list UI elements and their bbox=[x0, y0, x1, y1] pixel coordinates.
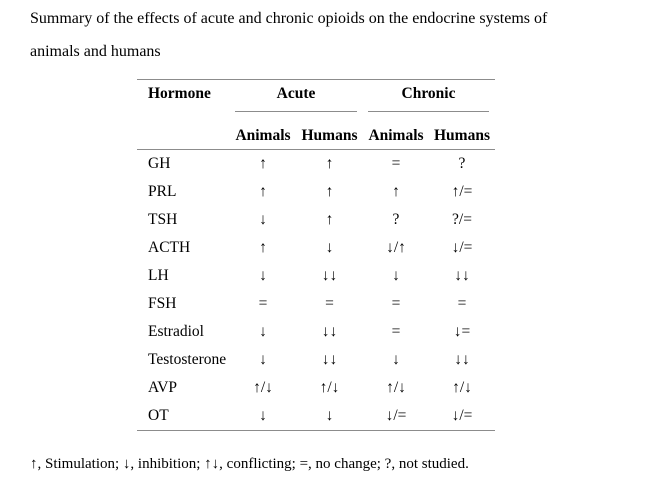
effect-cell: ↓ bbox=[259, 323, 267, 340]
effect-cell: ↓ bbox=[259, 351, 267, 368]
effect-cell: ↓/= bbox=[385, 407, 407, 424]
effect-cell: = bbox=[391, 295, 401, 312]
table-row bbox=[137, 402, 495, 430]
effect-cell: ↓ bbox=[325, 239, 334, 256]
effect-cell: ↓ bbox=[259, 267, 267, 284]
table-row bbox=[137, 374, 495, 402]
column-header-chronic-humans: Humans bbox=[434, 127, 490, 144]
hormone-label: GH bbox=[148, 155, 171, 172]
effect-cell: ↓ bbox=[259, 211, 267, 228]
hormone-label: AVP bbox=[148, 379, 178, 396]
effect-cell: ↑ bbox=[259, 183, 267, 200]
hormone-label: Testosterone bbox=[148, 351, 227, 368]
page-title bbox=[30, 2, 547, 68]
effect-cell: ↑ bbox=[392, 183, 400, 200]
hormone-label: LH bbox=[148, 267, 169, 284]
effect-cell: ? bbox=[458, 155, 466, 172]
hormone-label: FSH bbox=[148, 295, 177, 312]
column-group-chronic-label: Chronic bbox=[401, 85, 456, 102]
effect-cell: ↓ bbox=[392, 267, 400, 284]
effect-cell: = bbox=[258, 295, 268, 312]
effect-cell: = bbox=[391, 323, 401, 340]
effect-cell: ↓/= bbox=[451, 407, 473, 424]
effect-cell: ↓ bbox=[392, 351, 400, 368]
effect-cell: ↓= bbox=[453, 323, 471, 340]
table-row bbox=[137, 150, 495, 178]
hormone-label: Estradiol bbox=[148, 323, 204, 340]
column-header-chronic-animals: Animals bbox=[368, 127, 424, 144]
effect-cell: ↑ bbox=[259, 239, 267, 256]
hormone-label: ACTH bbox=[148, 239, 191, 256]
effect-cell: ↑ bbox=[325, 211, 334, 228]
table-row bbox=[137, 262, 495, 290]
column-group-acute bbox=[235, 80, 357, 112]
effect-cell: ↓ bbox=[259, 407, 267, 424]
title-line-1: Summary of the effects of acute and chronic opioids on the endocrine systems of bbox=[30, 10, 548, 27]
effect-cell: ↑ bbox=[325, 155, 334, 172]
effect-cell: ↓↓ bbox=[321, 267, 338, 284]
effect-cell: ↑ bbox=[259, 155, 267, 172]
effect-cell: ↑ bbox=[325, 183, 334, 200]
effect-cell: ↑/↓ bbox=[386, 379, 406, 396]
summary-table bbox=[137, 79, 495, 431]
table-row bbox=[137, 290, 495, 318]
effect-cell: = bbox=[325, 295, 334, 312]
table-row bbox=[137, 234, 495, 262]
effect-cell: ↓/= bbox=[451, 239, 473, 256]
hormone-label: PRL bbox=[148, 183, 177, 200]
table-row bbox=[137, 346, 495, 374]
column-header-acute-animals: Animals bbox=[235, 127, 291, 144]
table-body bbox=[137, 150, 495, 430]
table-row bbox=[137, 318, 495, 346]
effect-cell: ↓↓ bbox=[454, 351, 470, 368]
effect-cell: = bbox=[457, 295, 467, 312]
effect-cell: ↑/↓ bbox=[253, 379, 273, 396]
effect-cell: ↓↓ bbox=[321, 323, 338, 340]
column-group-acute-label: Acute bbox=[276, 85, 316, 102]
hormone-label: OT bbox=[148, 407, 169, 424]
effect-cell: ↓↓ bbox=[454, 267, 470, 284]
table-row bbox=[137, 206, 495, 234]
effect-cell: ↑/↓ bbox=[319, 379, 340, 396]
column-header-acute-humans: Humans bbox=[301, 127, 358, 144]
effect-cell: ↓↓ bbox=[321, 351, 338, 368]
effect-cell: ? bbox=[392, 211, 400, 228]
effect-cell: ?/= bbox=[452, 211, 472, 228]
symbol-legend: ↑, Stimulation; ↓, inhibition; ↑↓, conflicting; =, no change; ?, not studied. bbox=[30, 456, 469, 472]
table-row bbox=[137, 178, 495, 206]
effect-cell: = bbox=[391, 155, 401, 172]
hormone-label: TSH bbox=[148, 211, 178, 228]
column-header-hormone: Hormone bbox=[148, 85, 211, 102]
title-line-2: animals and humans bbox=[30, 43, 161, 60]
effect-cell: ↓ bbox=[325, 407, 334, 424]
effect-cell: ↓/↑ bbox=[386, 239, 406, 256]
effect-cell: ↑/↓ bbox=[452, 379, 472, 396]
column-group-chronic bbox=[368, 80, 489, 112]
table-header-row bbox=[137, 80, 495, 112]
table-subheader-row bbox=[137, 112, 495, 150]
effect-cell: ↑/= bbox=[451, 183, 473, 200]
